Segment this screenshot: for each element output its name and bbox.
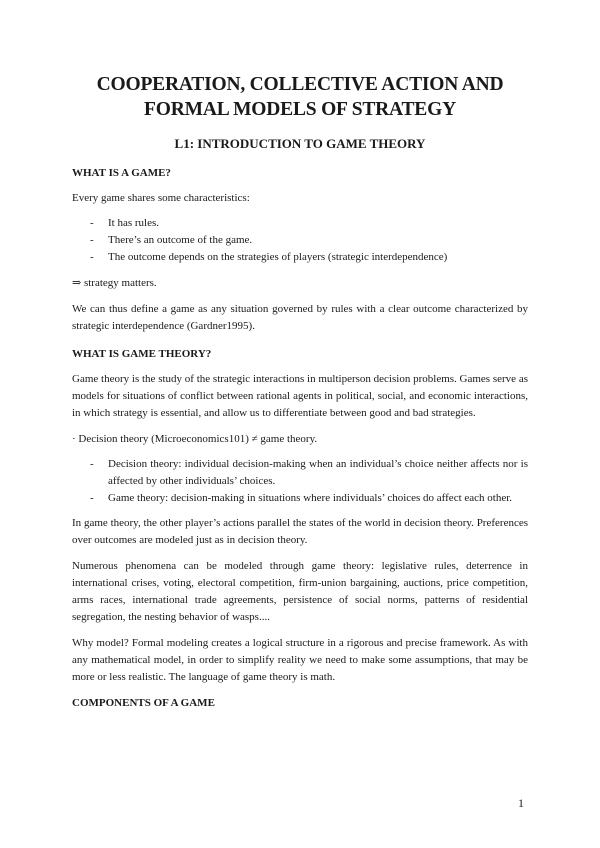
paragraph-other-players: In game theory, the other player’s actions parallel the states of the world in decision theory. Preferences over outcomes are modeled just as in decision theory. bbox=[72, 517, 528, 546]
title-line-2: FORMAL MODELS OF STRATEGY bbox=[144, 99, 456, 120]
document-page bbox=[72, 72, 528, 710]
title-line-1: COOPERATION, COLLECTIVE ACTION AND bbox=[96, 74, 504, 95]
paragraph-why-model: Why model? Formal modeling creates a logical structure in a rigorous and precise framework. As with any mathematical model, in order to simplify reality we need to make some assumptions, that may be more or less realistic. The language of game theory is math. bbox=[72, 637, 528, 683]
document-title bbox=[72, 72, 528, 122]
list-item: - The outcome depends on the strategies of players (strategic interdependence) bbox=[90, 251, 448, 263]
lecture-subtitle: L1: INTRODUCTION TO GAME THEORY bbox=[174, 136, 426, 151]
paragraph-intro: Every game shares some characteristics: bbox=[72, 192, 250, 204]
section-heading-what-is-a-game: WHAT IS A GAME? bbox=[72, 167, 171, 179]
paragraph-definition: We can thus define a game as any situation governed by rules with a clear outcome characterized by strategic interdependence (Gardner1995). bbox=[72, 303, 528, 332]
section-heading-components: COMPONENTS OF A GAME bbox=[72, 697, 215, 709]
list-item: - There’s an outcome of the game. bbox=[90, 234, 253, 246]
list-item: - Game theory: decision-making in situations where individuals’ choices do affect each other. bbox=[90, 492, 513, 504]
theory-comparison-list bbox=[72, 456, 528, 507]
characteristics-list bbox=[72, 215, 528, 266]
list-item: - Decision theory: individual decision-making when an individual’s choice neither affects nor is affected by other individuals’ choices. bbox=[90, 458, 528, 487]
page-number: 1 bbox=[518, 796, 524, 810]
paragraph-decision-theory: · Decision theory (Microeconomics101) ≠ game theory. bbox=[72, 433, 318, 445]
section-heading-what-is-game-theory: WHAT IS GAME THEORY? bbox=[72, 348, 212, 360]
paragraph-implication: ⇒ strategy matters. bbox=[72, 277, 157, 289]
paragraph-game-theory-definition: Game theory is the study of the strategic interactions in multiperson decision problems. Games serve as models for situations of conflict between rational agents in political, social, and economic interactions, in which strategy is essential, and allow us to differentiate between good and bad strategies. bbox=[72, 373, 528, 419]
list-item: - It has rules. bbox=[90, 217, 160, 229]
paragraph-phenomena: Numerous phenomena can be modeled through game theory: legislative rules, deterrence in international crises, voting, electoral competition, firm-union bargaining, auctions, price competition, arms races, international trade agreements, persistence of social norms, patterns of residential segregation, the nesting behavior of wasps.... bbox=[72, 560, 528, 623]
